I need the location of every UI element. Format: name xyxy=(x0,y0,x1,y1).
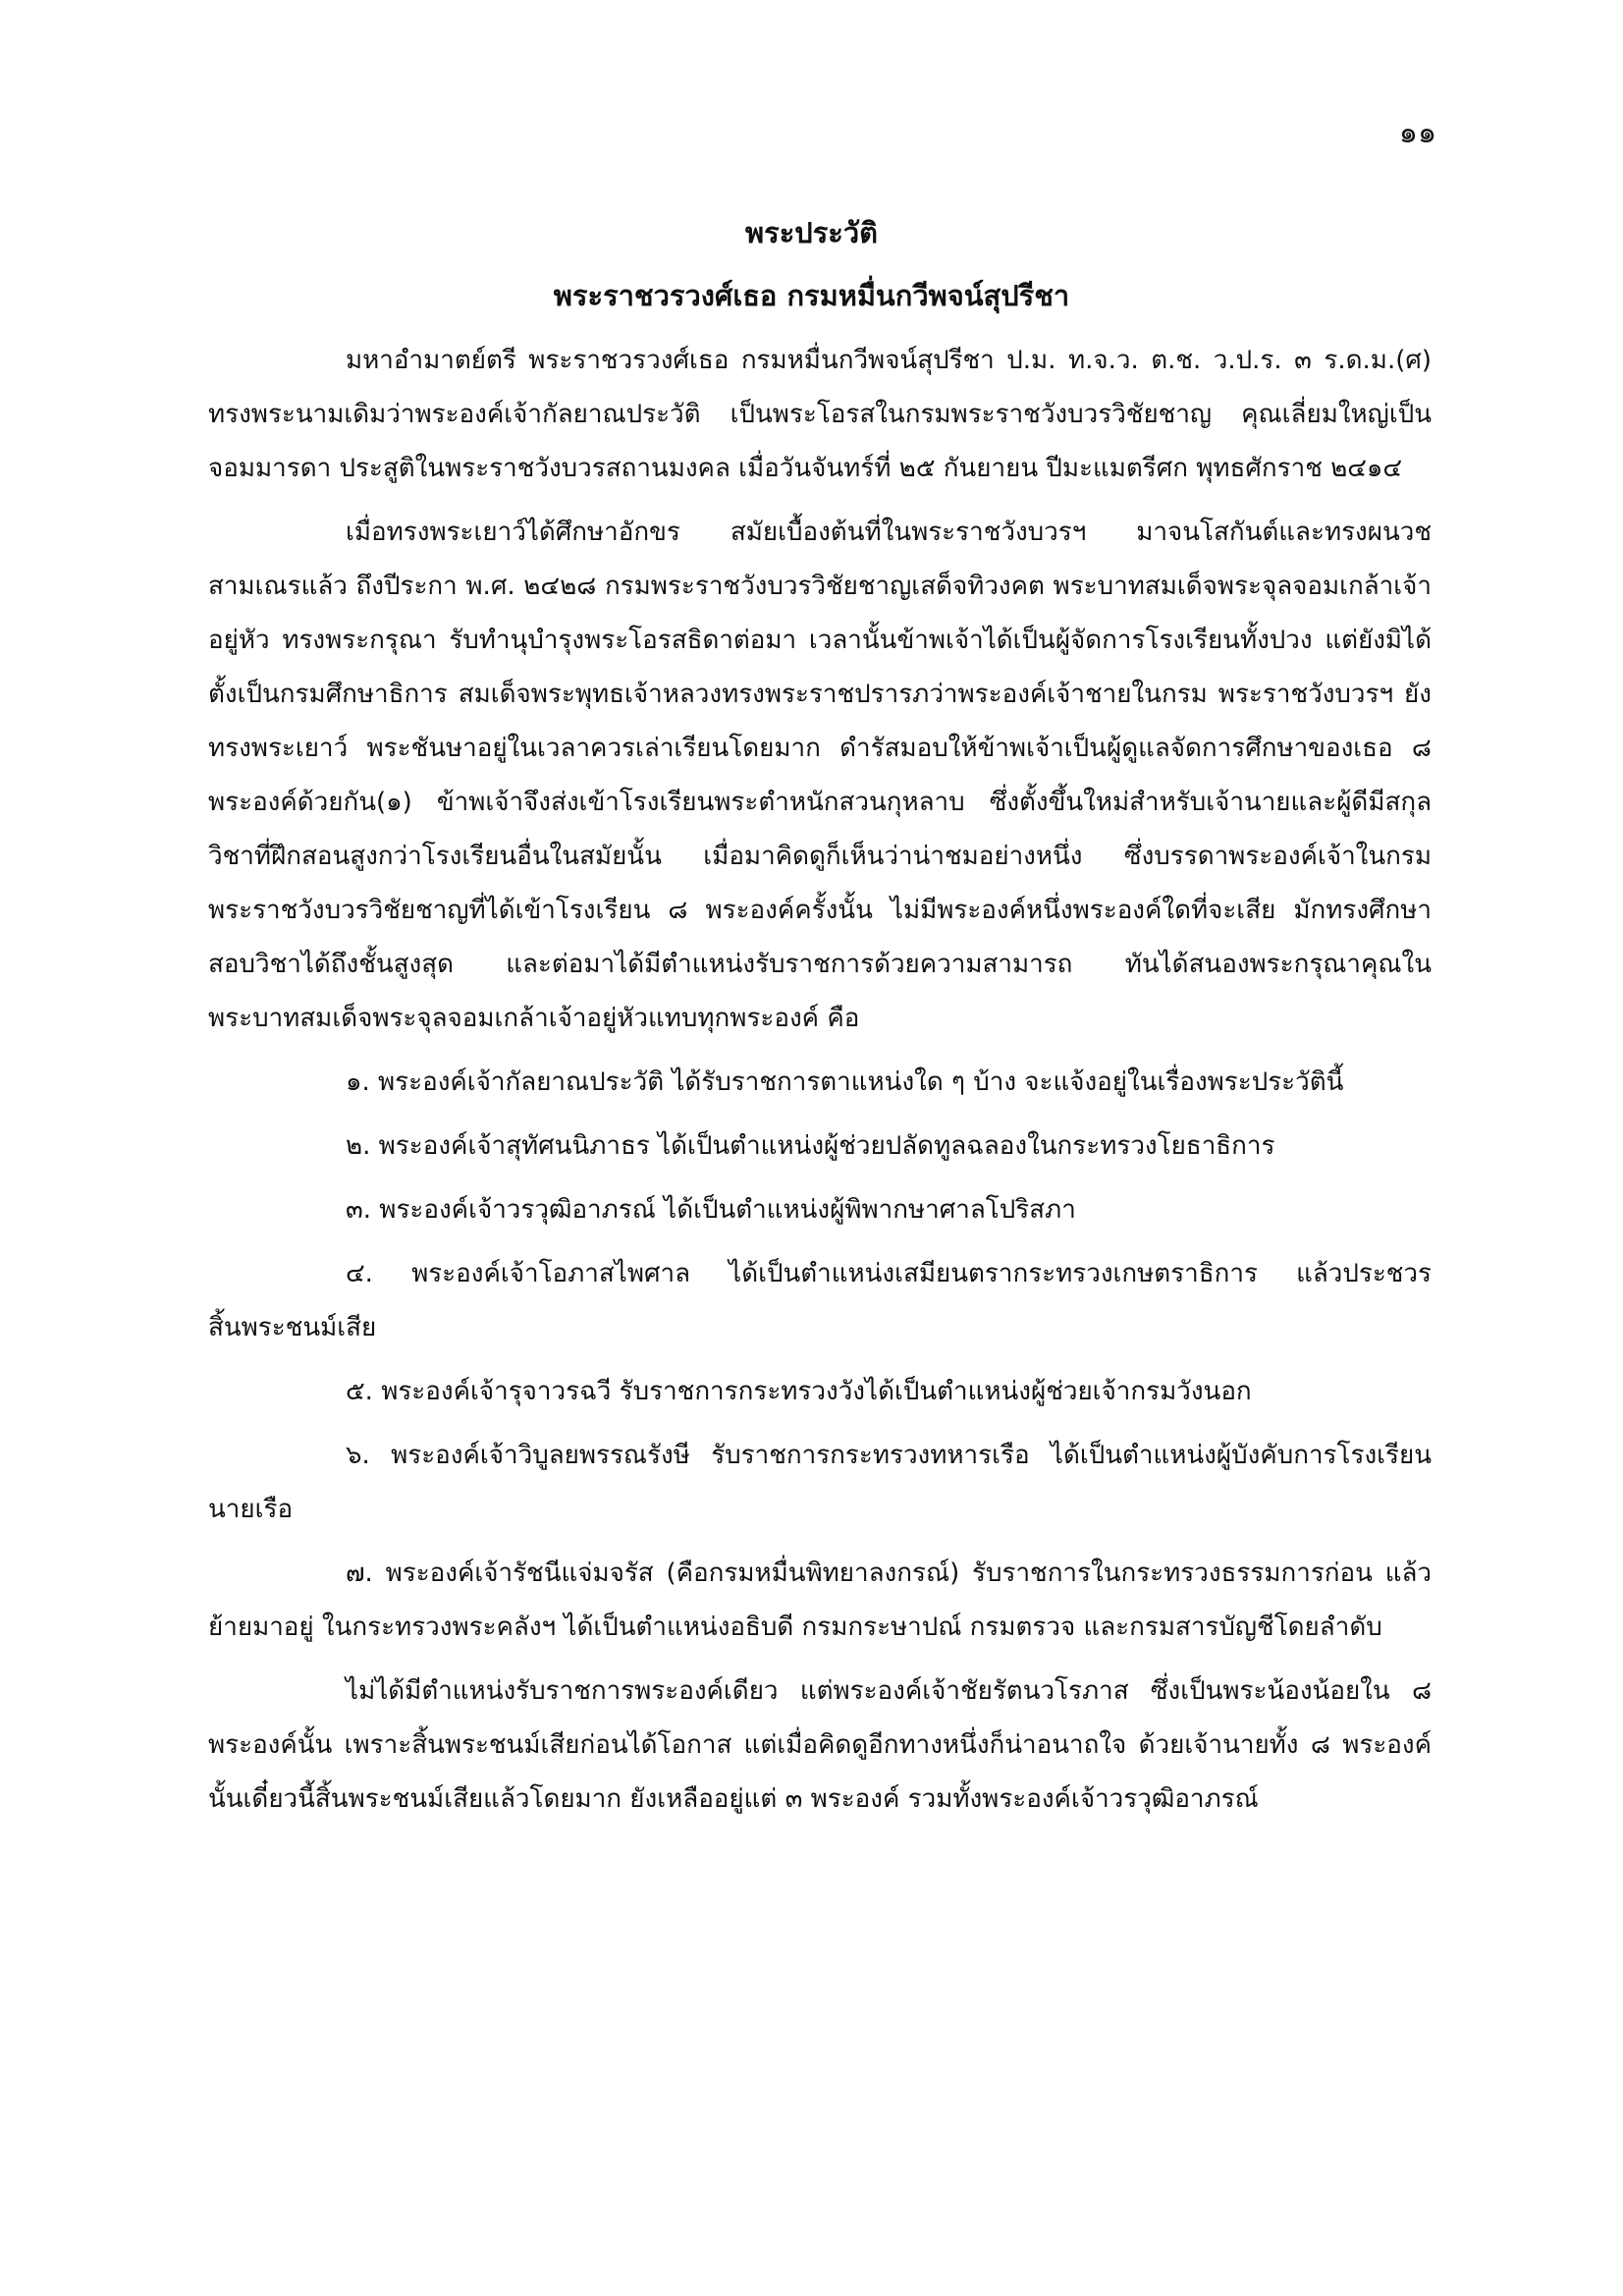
document-body xyxy=(208,334,1432,1836)
page-number: ๑๑ xyxy=(1398,116,1436,150)
list-item: ๔. พระองค์เจ้าโอภาสไพศาล ได้เป็นตำแหน่งเสมียนตรากระทรวงเกษตราธิการ แล้วประชวรสิ้นพระชนม์เสีย xyxy=(208,1259,1432,1342)
list-item: ๗. พระองค์เจ้ารัชนีแจ่มจรัส (คือกรมหมื่นพิทยาลงกรณ์) รับราชการในกระทรวงธรรมการก่อน แล้วย้ายมาอยู่ ในกระทรวงพระคลังฯ ได้เป็นตำแหน่งอธิบดี กรมกระษาปณ์ กรมตรวจ และกรมสารบัญชีโดยลำดับ xyxy=(208,1558,1432,1642)
list-item: ๖. พระองค์เจ้าวิบูลยพรรณรังษี รับราชการกระทรวงทหารเรือ ได้เป็นตำแหน่งผู้บังคับการโรงเรียนนายเรือ xyxy=(208,1441,1432,1524)
paragraph: เมื่อทรงพระเยาว์ได้ศึกษาอักขร สมัยเบื้องต้นที่ในพระราชวังบวรฯ มาจนโสกันต์และทรงผนวชสามเณรแล้ว ถึงปีระกา พ.ศ. ๒๔๒๘ กรมพระราชวังบวรวิชัยชาญเสด็จทิวงคต พระบาทสมเด็จพระจุลจอมเกล้าเจ้าอยู่หัว ทรงพระกรุณา รับทำนุบำรุงพระโอรสธิดาต่อมา เวลานั้นข้าพเจ้าได้เป็นผู้จัดการโรงเรียนทั้งปวง แต่ยังมิได้ตั้งเป็นกรมศึกษาธิการ สมเด็จพระพุทธเจ้าหลวงทรงพระราชปรารภว่าพระองค์เจ้าชายในกรม พระราชวังบวรฯ ยังทรงพระเยาว์ พระชันษาอยู่ในเวลาควรเล่าเรียนโดยมาก ดำรัสมอบให้ข้าพเจ้าเป็นผู้ดูแลจัดการศึกษาของเธอ ๘ พระองค์ด้วยกัน(๑) ข้าพเจ้าจึงส่งเข้าโรงเรียนพระตำหนักสวนกุหลาบ ซึ่งตั้งขึ้นใหม่สำหรับเจ้านายและผู้ดีมีสกุล วิชาที่ฝึกสอนสูงกว่าโรงเรียนอื่นในสมัยนั้น เมื่อมาคิดดูก็เห็นว่าน่าชมอย่างหนึ่ง ซึ่งบรรดาพระองค์เจ้าในกรมพระราชวังบวรวิชัยชาญที่ได้เข้าโรงเรียน ๘ พระองค์ครั้งนั้น ไม่มีพระองค์หนึ่งพระองค์ใดที่จะเสีย มักทรงศึกษาสอบวิชาได้ถึงชั้นสูงสุด และต่อมาได้มีตำแหน่งรับราชการด้วยความสามารถ ทันได้สนองพระกรุณาคุณในพระบาทสมเด็จพระจุลจอมเกล้าเจ้าอยู่หัวแทบทุกพระองค์ คือ xyxy=(208,518,1432,1033)
document-title: พระประวัติ xyxy=(745,216,878,249)
document-subtitle: พระราชวรวงศ์เธอ กรมหมื่นกวีพจน์สุปรีชา xyxy=(553,279,1070,312)
paragraph: มหาอำมาตย์ตรี พระราชวรวงศ์เธอ กรมหมื่นกวีพจน์สุปรีชา ป.ม. ท.จ.ว. ต.ช. ว.ป.ร. ๓ ร.ด.ม.(ศ) ทรงพระนามเดิมว่าพระองค์เจ้ากัลยาณประวัติ เป็นพระโอรสในกรมพระราชวังบวรวิชัยชาญ คุณเลี่ยมใหญ่เป็นจอมมารดา ประสูติในพระราชวังบวรสถานมงคล เมื่อวันจันทร์ที่ ๒๕ กันยายน ปีมะแมตรีศก พุทธศักราช ๒๔๑๔ xyxy=(208,346,1432,483)
list-item: ๓. พระองค์เจ้าวรวุฒิอาภรณ์ ได้เป็นตำแหน่งผู้พิพากษาศาลโปริสภา xyxy=(346,1195,1076,1225)
list-item: ๑. พระองค์เจ้ากัลยาณประวัติ ได้รับราชการตาแหน่งใด ๆ บ้าง จะแจ้งอยู่ในเรื่องพระประวัตินี้ xyxy=(346,1067,1344,1097)
list-item: ๕. พระองค์เจ้ารุจาวรฉวี รับราชการกระทรวงวังได้เป็นตำแหน่งผู้ช่วยเจ้ากรมวังนอก xyxy=(346,1377,1252,1406)
list-item: ๒. พระองค์เจ้าสุทัศนนิภาธร ได้เป็นตำแหน่งผู้ช่วยปลัดทูลฉลองในกระทรวงโยธาธิการ xyxy=(346,1131,1275,1161)
paragraph: ไม่ได้มีตำแหน่งรับราชการพระองค์เดียว แต่พระองค์เจ้าชัยรัตนวโรภาส ซึ่งเป็นพระน้องน้อยใน ๘ พระองค์นั้น เพราะสิ้นพระชนม์เสียก่อนได้โอกาส แต่เมื่อคิดดูอีกทางหนึ่งก็น่าอนาถใจ ด้วยเจ้านายทั้ง ๘ พระองค์นั้นเดี๋ยวนี้สิ้นพระชนม์เสียแล้วโดยมาก ยังเหลืออยู่แต่ ๓ พระองค์ รวมทั้งพระองค์เจ้าวรวุฒิอาภรณ์ xyxy=(208,1676,1432,1814)
